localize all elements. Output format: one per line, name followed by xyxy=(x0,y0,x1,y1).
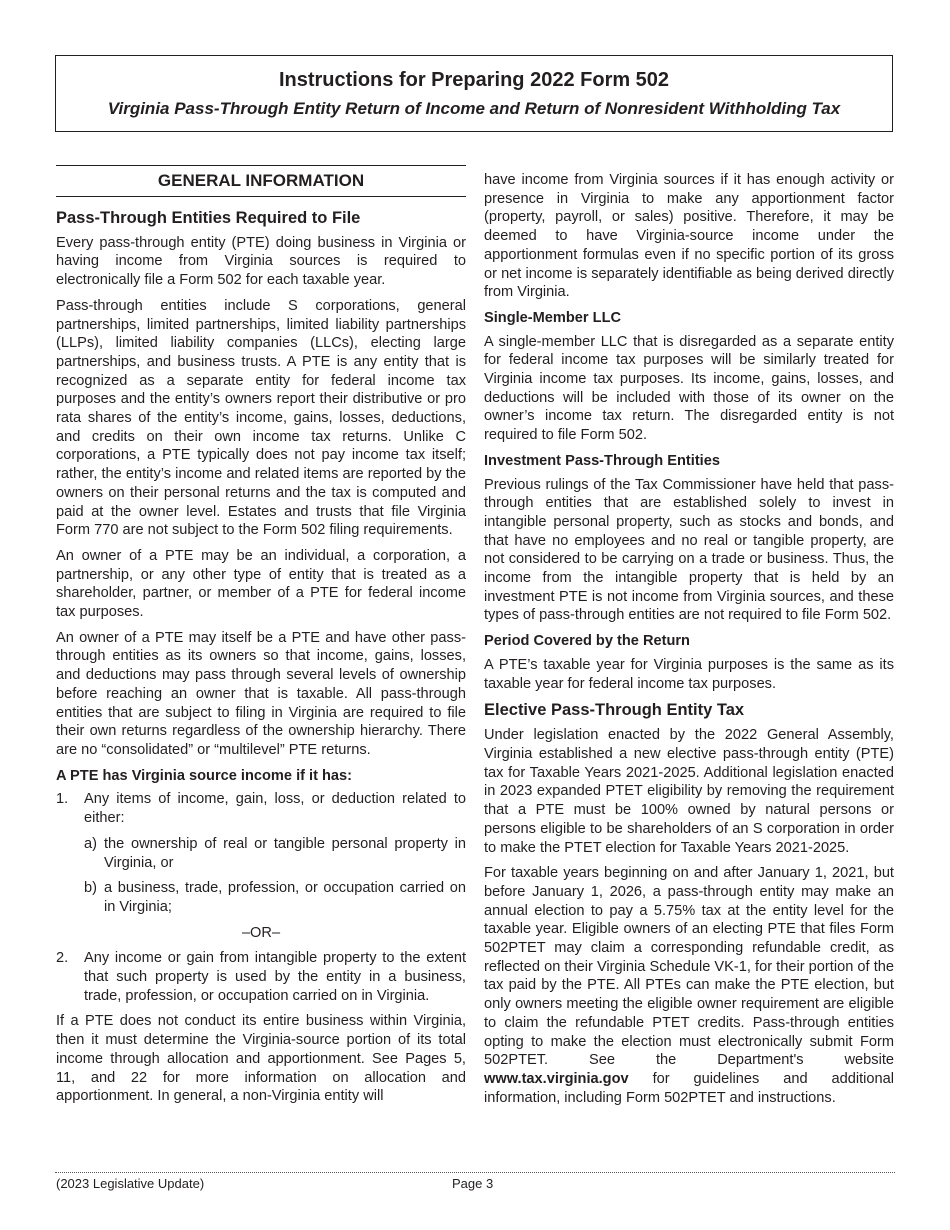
footer-update-note: (2023 Legislative Update) xyxy=(56,1176,205,1191)
list-item xyxy=(56,790,466,827)
page-title: Instructions for Preparing 2022 Form 502 xyxy=(278,69,670,91)
footer-divider xyxy=(55,1172,895,1173)
section-heading-general-information: GENERAL INFORMATION xyxy=(56,165,466,197)
paragraph: An owner of a PTE may itself be a PTE and have other pass-through entities as its owners so that income, gains, losses, and deductions may pass through several levels of ownership before reaching an owner that is taxable. All pass-through entities that are subject to filing in Virginia are required to file their own returns regardless of the ownership hierarchy. There are no “consolidated” or “multilevel” PTE returns. xyxy=(56,629,466,758)
sub-list-item xyxy=(56,835,466,872)
paragraph: An owner of a PTE may be an individual, a corporation, a partnership, or any other type of entity that is treated as a shareholder, partner, or member of a PTE for federal income tax purposes. xyxy=(56,547,466,621)
or-separator: –OR– xyxy=(241,924,281,941)
paragraph: have income from Virginia sources if it has enough activity or presence in Virginia to make any apportionment factor (property, payroll, or sales) positive. Therefore, it may be deemed to have Virginia-source income under the apportionment formulas even if no specific portion of its gross or net income is separately identifiable as being derived directly from Virginia. xyxy=(484,172,894,301)
heading-investment-pte: Investment Pass-Through Entities xyxy=(484,452,720,469)
paragraph: Previous rulings of the Tax Commissioner have held that pass-through entities that are established solely to invest in intangible personal property, such as stocks and bonds, and that have no employees and no real or tangible property, are not considered to be carrying on a trade or business. Thus, the income from the intangible property that is held by an investment PTE is not income from Virginia sources, and these types of pass-through entities are not required to file Form 502. xyxy=(484,476,894,624)
paragraph: Pass-through entities include S corporations, general partnerships, limited partnerships, limited liability partnerships (LLPs), limited liability companies (LLCs), electing large partnerships, and business trusts. A PTE is any entity that is recognized as a separate entity for federal income tax purposes and the entity’s owners report their distributive or pro rata shares of the entity’s income, gains, losses, deductions, and credits on their own income tax returns. Unlike C corporations, a PTE typically does not pay income tax itself; rather, the entity’s income and related items are reported by the owners on their personal returns and the tax is computed and paid at the owner level. Estates and trusts that file Virginia Form 770 are not subject to the Form 502 filing requirements. xyxy=(56,297,466,539)
paragraph-text: For taxable years beginning on and after January 1, 2021, but before January 1, 2026, a pass-through entity may make an annual election to pay a 5.75% tax at the entity level for the taxable year. Eligible owners of an electing PTE that files Form 502PTET may claim a corresponding refundable credit, as reflected on their Virginia Schedule VK-1, for their portion of the tax paid by the PTE. All PTEs can make the PTE election, but only owners meeting the eligible owner requirement are eligible to claim the refundable PTET credits. Pass-through entities opting to make the election must electronically submit Form 502PTET. See the Department's website xyxy=(484,865,894,1069)
sub-list-letter: b) xyxy=(84,880,97,897)
paragraph: Every pass-through entity (PTE) doing business in Virginia or having income from Virginia sources is required to electronically file a Form 502 for each taxable year. xyxy=(56,234,466,289)
heading-single-member-llc: Single-Member LLC xyxy=(484,309,622,326)
left-column xyxy=(56,165,466,1113)
right-column xyxy=(484,171,894,1114)
website-link[interactable]: www.tax.virginia.gov xyxy=(484,1070,629,1087)
heading-virginia-source-income: A PTE has Virginia source income if it has: xyxy=(56,767,353,784)
heading-required-to-file: Pass-Through Entities Required to File xyxy=(56,208,361,227)
sub-list-letter: a) xyxy=(84,835,97,852)
paragraph: If a PTE does not conduct its entire business within Virginia, then it must determine the Virginia-source portion of its total income through allocation and apportionment. See Pages 5, 11, and 22 for more information on allocation and apportionment. In general, a non-Virginia entity will xyxy=(56,1013,466,1105)
sub-list-text: the ownership of real or tangible personal property in Virginia, or xyxy=(104,835,466,871)
sub-list-item xyxy=(56,879,466,916)
paragraph: A PTE’s taxable year for Virginia purposes is the same as its taxable year for federal income tax purposes. xyxy=(484,656,894,692)
heading-period-covered: Period Covered by the Return xyxy=(484,633,690,650)
heading-elective-pte-tax: Elective Pass-Through Entity Tax xyxy=(484,701,745,720)
list-item xyxy=(56,949,466,1005)
page-number: Page 3 xyxy=(452,1176,494,1191)
list-number: 1. xyxy=(56,791,69,808)
page-subtitle: Virginia Pass-Through Entity Return of Income and Return of Nonresident Withholding Tax xyxy=(107,99,841,118)
list-text: Any income or gain from intangible property to the extent that such property is used by the entity in a business, trade, profession, or occupation carried on in Virginia. xyxy=(84,950,466,1004)
paragraph-text: for guidelines and additional information, including Form 502PTET and instructions. xyxy=(484,1070,894,1106)
title-box xyxy=(55,55,893,132)
paragraph: Under legislation enacted by the 2022 General Assembly, Virginia established a new elective pass-through entity (PTE) tax for Taxable Years 2021-2025. Additional legislation enacted in 2023 expanded PTET eligibility by removing the requirement that a PTE must be 100% owned by natural persons or persons eligible to be shareholders of an S corporation in order to make the PTET election for Taxable Years 2021-2025. xyxy=(484,727,894,856)
list-number: 2. xyxy=(56,950,69,967)
paragraph xyxy=(484,864,894,1107)
paragraph: A single-member LLC that is disregarded as a separate entity for federal income tax purposes will be similarly treated for Virginia income tax purposes. Its income, gains, losses, and deductions will be included with those of its owner on the owner’s income tax return. The disregarded entity is not required to file Form 502. xyxy=(484,333,894,444)
sub-list-text: a business, trade, profession, or occupation carried on in Virginia; xyxy=(104,880,466,915)
list-text: Any items of income, gain, loss, or deduction related to either: xyxy=(84,791,466,827)
